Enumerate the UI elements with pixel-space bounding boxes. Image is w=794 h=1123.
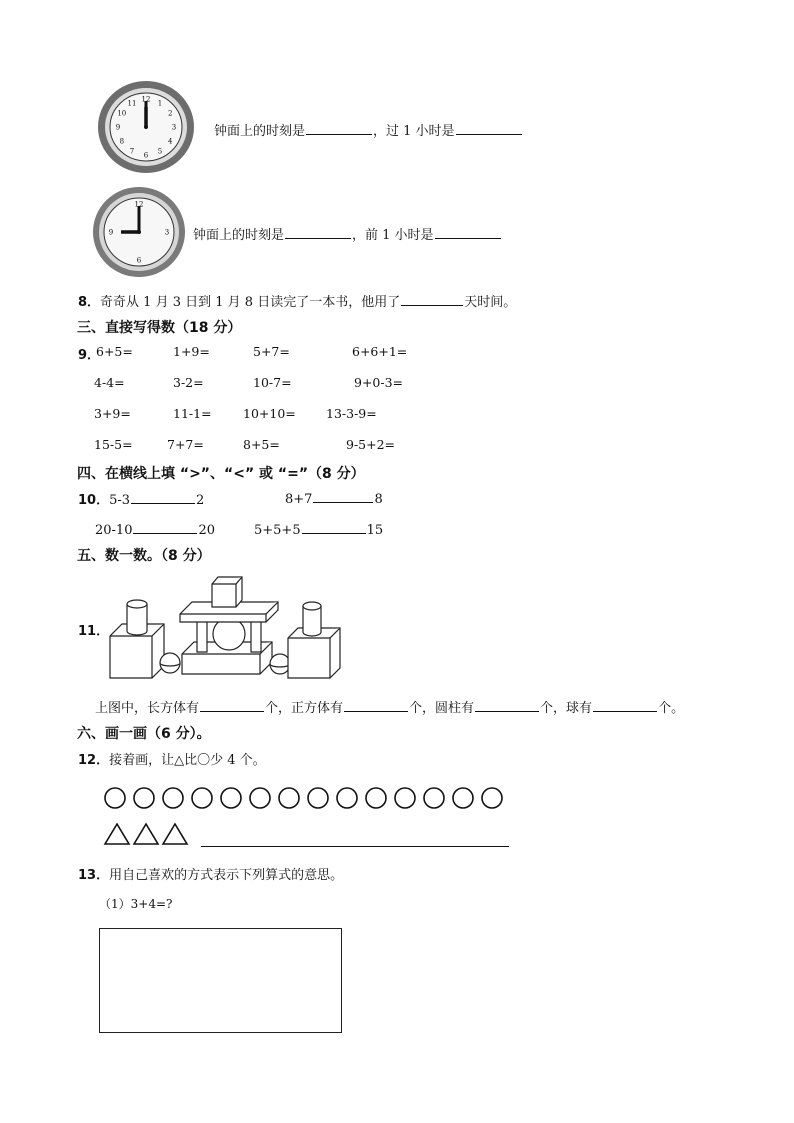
clock-numeral: 6 [136,256,142,265]
triangle-shape [105,824,129,844]
triangle-shape [163,824,187,844]
q11-text-b: 个，正方体有 [265,701,344,716]
clock-numeral: 9 [108,228,114,237]
q9-expression: 3+9= [94,406,131,421]
q9-expression: 15-5= [94,437,133,452]
circle-shape [134,788,154,808]
clock-numeral: 4 [167,137,173,146]
q10-item-1-left: 5-3 [109,493,131,508]
clock-1-image [96,79,196,175]
q9-expression: 13-3-9= [326,406,377,421]
clock-numeral: 9 [115,123,121,132]
question-13-text: 用自己喜欢的方式表示下列算式的意思。 [109,868,344,883]
clock-numeral: 11 [127,99,137,108]
q10-item-1-blank[interactable] [131,490,195,504]
q11-blank-cuboid[interactable] [200,698,264,712]
circle-shape [337,788,357,808]
q10-item-3-right: 20 [198,523,216,538]
clock-numeral: 8 [119,137,125,146]
question-10-row-1 [78,489,204,508]
q11-text-d: 个，球有 [540,701,593,716]
question-12-text: 接着画，让△比〇少 4 个。 [109,753,266,768]
section-6-title: 六、画一画（6 分）。 [77,726,211,742]
q9-expression: 4-4= [94,375,125,390]
clock-2-question [193,224,502,243]
circle-shape [163,788,183,808]
q9-expression: 1+9= [173,344,210,359]
clock-numeral: 3 [164,228,170,237]
circle-shape [105,788,125,808]
q10-item-2-left: 8+7 [285,492,313,507]
circle-shape [395,788,415,808]
solid-shapes-figure [104,574,344,682]
question-13 [78,864,343,883]
clock-numeral: 12 [134,200,144,209]
q10-item-2 [285,489,383,507]
question-8-text-a: 奇奇从 1 月 3 日到 1 月 8 日读完了一本书，他用了 [100,295,401,310]
q11-text-a: 上图中，长方体有 [95,701,200,716]
question-11-text [95,697,684,716]
question-12-number: 12． [78,753,110,768]
triangle-drawing-line[interactable] [201,846,509,847]
q11-blank-cube[interactable] [344,698,408,712]
clock-1-text-b: ，过 1 小时是 [373,124,455,139]
clock-numeral: 3 [171,123,177,132]
triangles-row [104,822,194,846]
clock-numeral: 10 [117,109,127,118]
question-13-number: 13． [78,868,110,883]
q10-item-2-blank[interactable] [313,489,373,503]
clock-2-blank-a[interactable] [285,225,351,239]
q11-blank-sphere[interactable] [593,698,657,712]
section-4-title: 四、在横线上填 “>”、“<” 或 “=”（8 分） [77,466,365,482]
clock-numeral: 2 [167,109,173,118]
circle-shape [221,788,241,808]
question-8 [78,291,516,310]
q11-blank-cylinder[interactable] [475,698,539,712]
q10-item-3-left: 20-10 [95,523,133,538]
clock-numeral: 6 [143,151,149,160]
q10-item-1-right: 2 [196,493,205,508]
question-8-number: 8． [78,295,101,310]
q9-expression: 10-7= [253,375,292,390]
q10-item-3-blank[interactable] [133,520,197,534]
clock-2-image [92,186,186,278]
question-8-text-b: 天时间。 [464,295,517,310]
clock-numeral: 7 [129,147,135,156]
q9-expression: 3-2= [173,375,204,390]
question-11-number: 11． [78,624,110,639]
q9-expression: 5+7= [253,344,290,359]
section-3-title: 三、直接写得数（18 分） [77,320,242,336]
circle-shape [424,788,444,808]
q9-expression: 8+5= [243,437,280,452]
clock-1-blank-b[interactable] [456,121,522,135]
circle-shape [308,788,328,808]
circle-shape [453,788,473,808]
question-9-number: 9． [78,348,101,363]
clock-2-text-b: ，前 1 小时是 [352,228,434,243]
clock-2-text-a: 钟面上的时刻是 [193,228,285,243]
q10-item-4-blank[interactable] [302,520,366,534]
clock-numeral: 12 [141,95,151,104]
circles-row [104,786,504,810]
q9-expression: 9-5+2= [346,437,396,452]
q9-expression: 9+0-3= [354,375,404,390]
circle-shape [366,788,386,808]
answer-box[interactable] [99,928,342,1033]
clock-1-question [214,120,523,139]
q10-item-3 [95,520,215,538]
clock-1-text-a: 钟面上的时刻是 [214,124,306,139]
triangle-shape [134,824,158,844]
clock-2-blank-b[interactable] [435,225,501,239]
circle-shape [482,788,502,808]
q10-item-4-left: 5+5+5 [254,523,301,538]
circle-shape [279,788,299,808]
q9-expression: 6+5= [96,344,133,359]
clock-numeral: 5 [157,147,163,156]
q9-expression: 7+7= [167,437,204,452]
question-10-number: 10． [78,493,110,508]
circle-shape [192,788,212,808]
q10-item-4 [254,520,383,538]
q11-text-e: 个。 [658,701,685,716]
q9-expression: 6+6+1= [352,344,408,359]
clock-1-blank-a[interactable] [306,121,372,135]
q10-item-4-right: 15 [366,523,384,538]
q10-item-2-right: 8 [374,492,383,507]
question-8-blank[interactable] [401,292,463,306]
question-12 [78,749,266,768]
q9-expression: 11-1= [173,406,212,421]
section-5-title: 五、数一数。（8 分） [77,548,211,564]
clock-numeral: 1 [157,99,163,108]
question-13-sub-1: （1）3+4=? [99,897,173,911]
q9-expression: 10+10= [243,406,296,421]
q11-text-c: 个，圆柱有 [409,701,475,716]
circle-shape [250,788,270,808]
